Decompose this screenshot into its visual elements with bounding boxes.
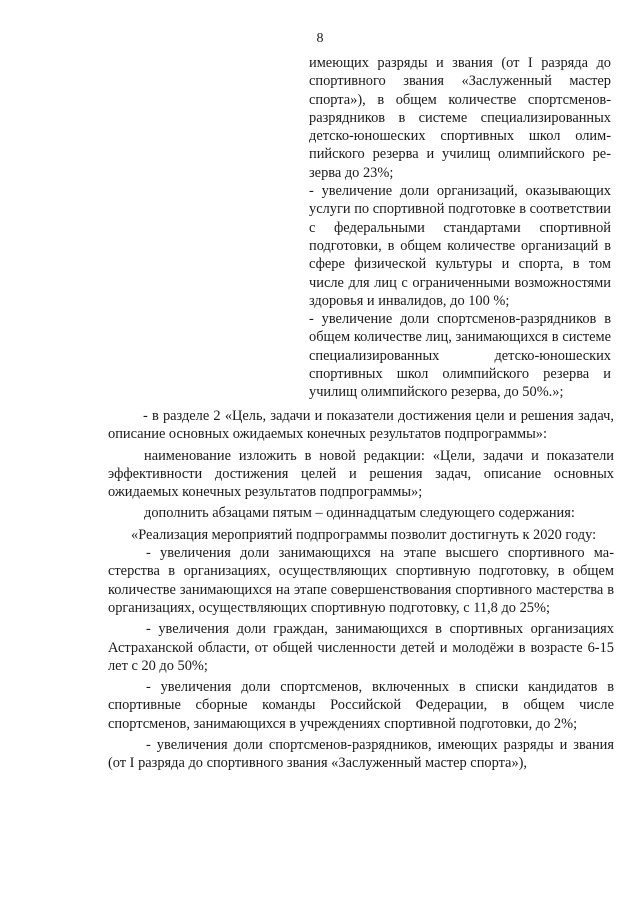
paragraph: - увеличение доли организаций, оказывающих услуги по спортивной подготовке в соответствии с федеральными стандартами спортивной подготовки, в общем количестве организаций в сфере физической культуры и спорта, в том числе для лиц с ограниченными возможностями здоровья и инвалидов, до 100 %; [309, 183, 611, 309]
main-text [108, 407, 614, 773]
paragraph: дополнить абзацами пятым – одиннадцатым следующего содержания: [144, 505, 575, 522]
paragraph: наименование изложить в новой редакции: «Цели, задачи и показатели эффективности достижения целей и решения задач, описание основных ожидаемых конечных результатов подпрограммы»; [108, 447, 614, 501]
paragraph: - увеличение доли спортсменов-разрядников в общем количестве лиц, занимающихся в системе специализированных детско-юношеских спортивных школ олимпийского резерва и училищ олимпийского резерва, до 50%.»; [309, 311, 611, 401]
paragraph: - в разделе 2 «Цель, задачи и показатели достижения цели и решения задач, описание основных ожидаемых конечных результатов подпрограммы»: [108, 408, 614, 443]
paragraph: «Реализация мероприятий подпрограммы позволит достигнуть к 2020 году: [131, 526, 597, 543]
paragraph: - увеличения доли спортсменов-разрядников, имеющих разряды и звания (от I разряда до спортивного звания «Заслуженный мастер спорта»), [108, 737, 614, 772]
right-column-text [309, 54, 611, 402]
paragraph: имеющих разряды и звания (от I разряда до спортивного звания «Заслуженный мастер спорта»), в общем количестве спортсменов-разрядников в системе специализированных детско-юношеских спортивных школ олимпийского резерва и училищ олимпийского резерва до 23%; [309, 55, 611, 181]
paragraph: - увеличения доли занимающихся на этапе высшего спортивного мастерства в организациях, осуществляющих спортивную подготовку, в общем количестве занимающихся на этапе совершенствования спортивного мастерства в организациях, осуществляющих спортивную подготовку, с 11,8 до 25%; [108, 545, 614, 616]
page-number: 8 [316, 31, 324, 46]
paragraph: - увеличения доли спортсменов, включенных в списки кандидатов в спортивные сборные команды Российской Федерации, в общем числе спортсменов, занимающихся в учреждениях спортивной подготовки, до 2%; [108, 679, 614, 732]
paragraph: - увеличения доли граждан, занимающихся в спортивных организациях Астраханской области, от общей численности детей и молодёжи в возрасте 6-15 лет с 20 до 50%; [108, 621, 614, 674]
